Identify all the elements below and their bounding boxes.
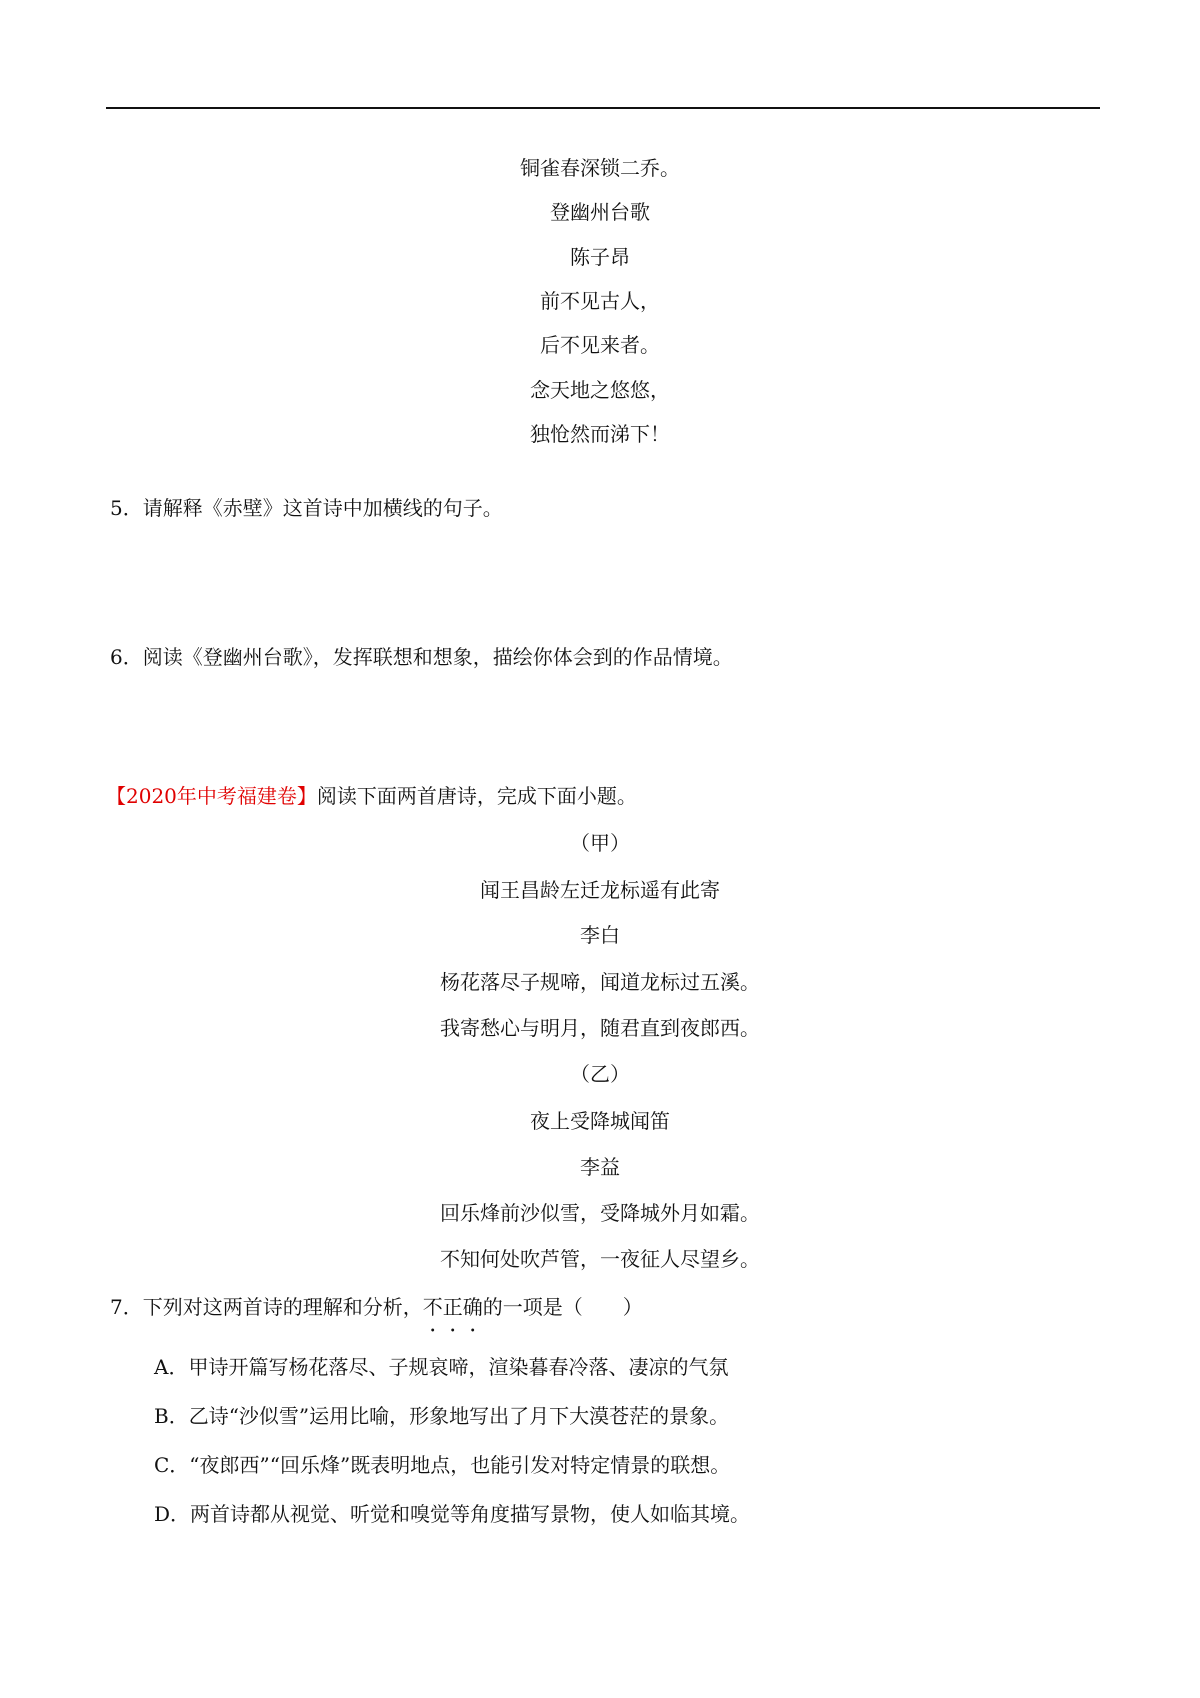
poem-line: 铜雀春深锁二乔。: [520, 156, 680, 180]
q7-suffix: 的一项是（ ）: [482, 1295, 643, 1319]
poem-line: 念天地之悠悠，: [530, 378, 670, 402]
poem-line: 前不见古人，: [540, 289, 660, 313]
poem-label-yi: （乙）: [570, 1062, 630, 1086]
poem-author: 陈子昂: [570, 245, 630, 269]
question-7: [110, 1293, 643, 1321]
section-intro: [106, 782, 637, 810]
poem-author: 李益: [580, 1155, 620, 1179]
emphasis-char: 不: [422, 1295, 443, 1319]
poem-title: 登幽州台歌: [550, 200, 650, 224]
option-a: A．甲诗开篇写杨花落尽、子规哀啼，渲染暮春冷落、凄凉的气氛: [154, 1355, 729, 1379]
emphasis-char: 正: [442, 1295, 463, 1319]
poem-line: 独怆然而涕下！: [530, 422, 670, 446]
question-6: 6．阅读《登幽州台歌》，发挥联想和想象，描绘你体会到的作品情境。: [110, 645, 733, 669]
poem-line: 后不见来者。: [540, 333, 660, 357]
poem-line: 不知何处吹芦管，一夜征人尽望乡。: [440, 1247, 760, 1271]
intro-text: 阅读下面两首唐诗，完成下面小题。: [316, 784, 637, 808]
poem-line: 回乐烽前沙似雪，受降城外月如霜。: [440, 1201, 760, 1225]
poem-author: 李白: [580, 923, 620, 947]
poem-line: 我寄愁心与明月，随君直到夜郎西。: [440, 1016, 760, 1040]
option-c: C．“夜郎西”“回乐烽”既表明地点，也能引发对特定情景的联想。: [154, 1453, 731, 1477]
poem-title: 闻王昌龄左迁龙标遥有此寄: [480, 878, 720, 902]
poem-label-jia: （甲）: [570, 831, 630, 855]
header-rule: [106, 107, 1100, 109]
emphasis-char: 确: [462, 1295, 483, 1319]
q7-prefix: 7．下列对这两首诗的理解和分析，: [110, 1295, 423, 1319]
poem-title: 夜上受降城闻笛: [530, 1109, 670, 1133]
question-5: 5．请解释《赤壁》这首诗中加横线的句子。: [110, 496, 503, 520]
source-tag: 【2020年中考福建卷】: [106, 784, 317, 808]
option-b: B．乙诗“沙似雪”运用比喻，形象地写出了月下大漠苍茫的景象。: [154, 1404, 730, 1428]
option-d: D．两首诗都从视觉、听觉和嗅觉等角度描写景物，使人如临其境。: [154, 1502, 751, 1526]
poem-line: 杨花落尽子规啼，闻道龙标过五溪。: [440, 970, 760, 994]
